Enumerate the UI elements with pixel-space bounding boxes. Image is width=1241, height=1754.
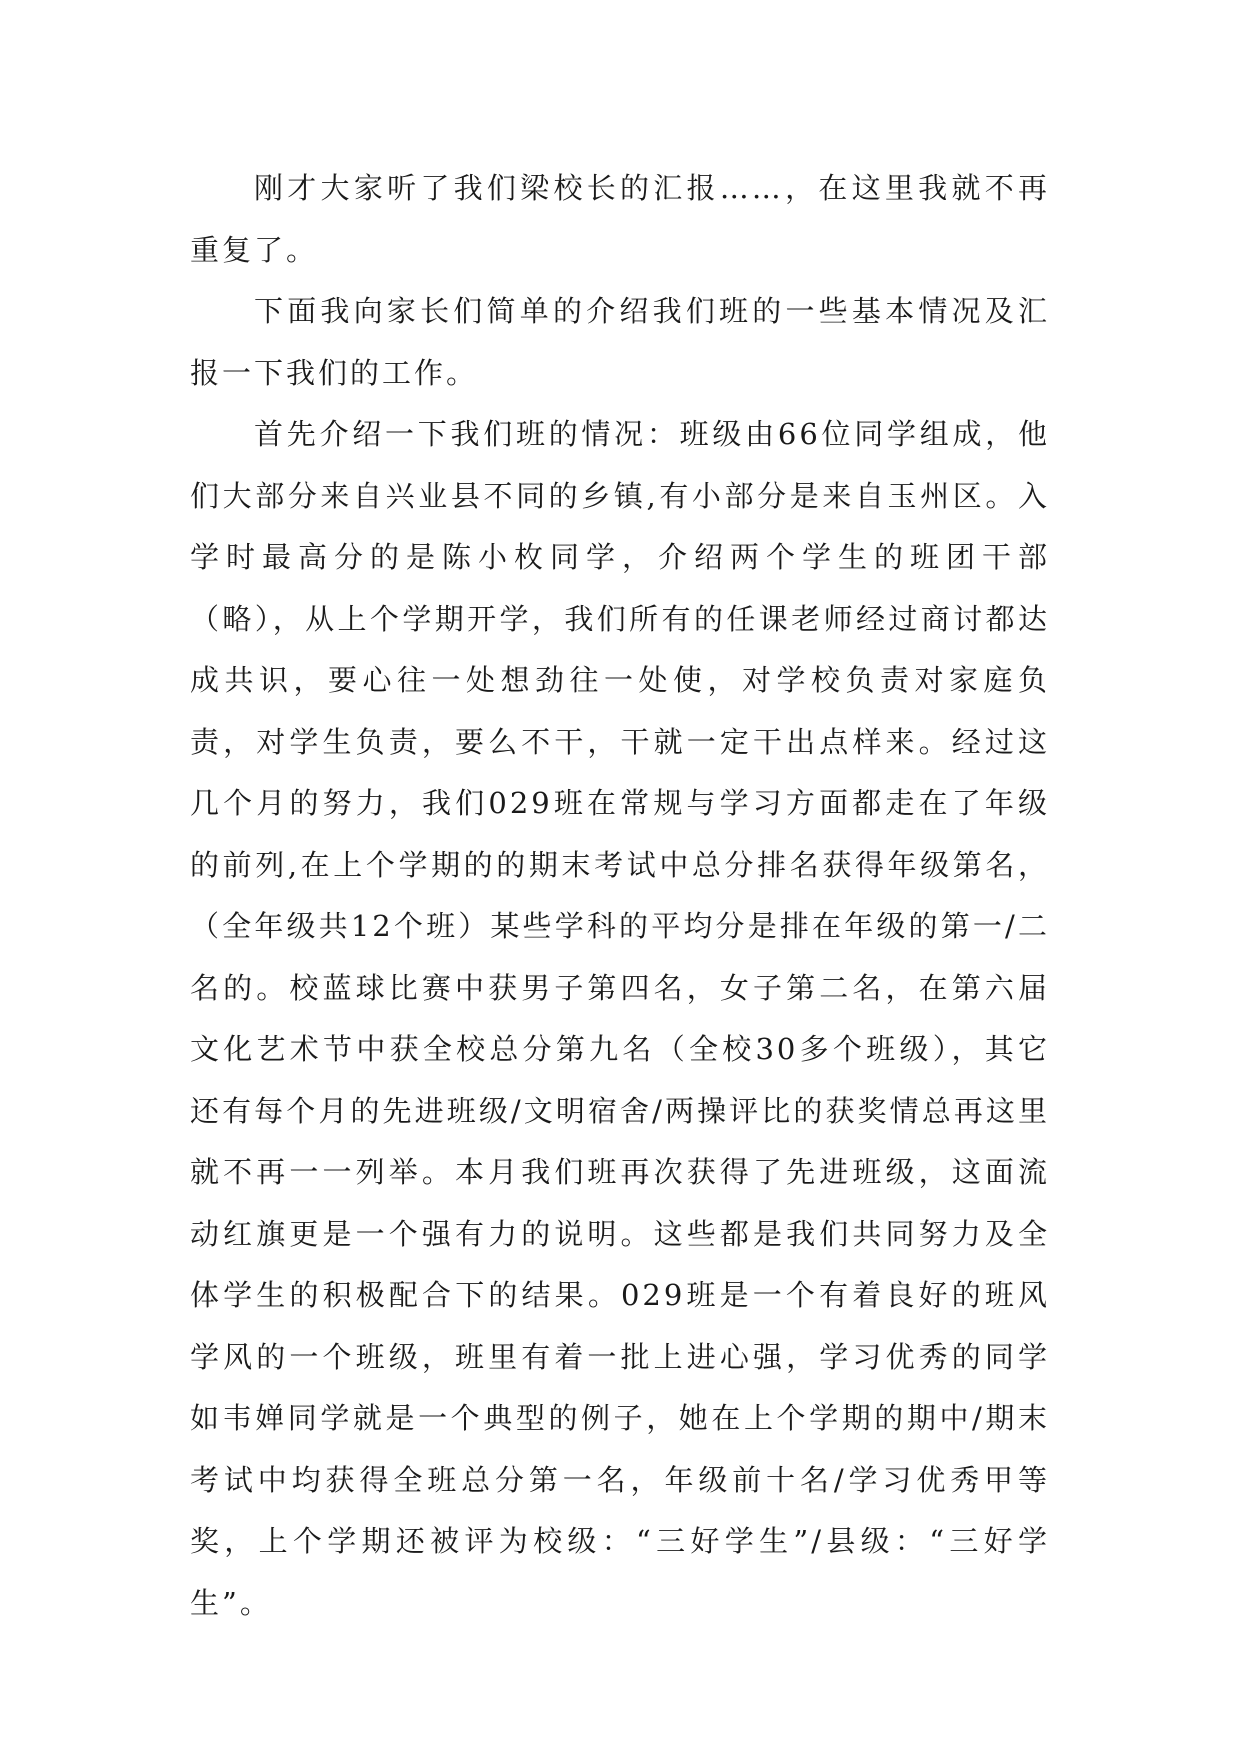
paragraph-3: 首先介绍一下我们班的情况：班级由66位同学组成，他们大部分来自兴业县不同的乡镇,有小部分是来自玉州区。入学时最高分的是陈小枚同学，介绍两个学生的班团干部（略），从上个学期开学，我们所有的任课老师经过商讨都达成共识，要心往一处想劲往一处使，对学校负责对家庭负责，对学生负责，要么不干，干就一定干出点样来。经过这几个月的努力，我们029班在常规与学习方面都走在了年级的前列,在上个学期的的期末考试中总分排名获得年级第名，（全年级共12个班）某些学科的平均分是排在年级的第一/二名的。校蓝球比赛中获男子第四名，女子第二名，在第六届文化艺术节中获全校总分第九名（全校30多个班级），其它还有每个月的先进班级/文明宿舍/两操评比的获奖情总再这里就不再一一列举。本月我们班再次获得了先进班级，这面流动红旗更是一个强有力的说明。这些都是我们共同努力及全体学生的积极配合下的结果。029班是一个有着良好的班风学风的一个班级，班里有着一批上进心强，学习优秀的同学如韦婵同学就是一个典型的例子，她在上个学期的期中/期末考试中均获得全班总分第一名，年级前十名/学习优秀甲等奖，上个学期还被评为校级：“三好学生”/县级：“三好学生”。 [190,417,1050,1620]
paragraph-2: 下面我向家长们简单的介绍我们班的一些基本情况及汇报一下我们的工作。 [190,294,1050,390]
document-body [190,158,1050,1634]
paragraph-1: 刚才大家听了我们梁校长的汇报……，在这里我就不再重复了。 [190,171,1050,267]
